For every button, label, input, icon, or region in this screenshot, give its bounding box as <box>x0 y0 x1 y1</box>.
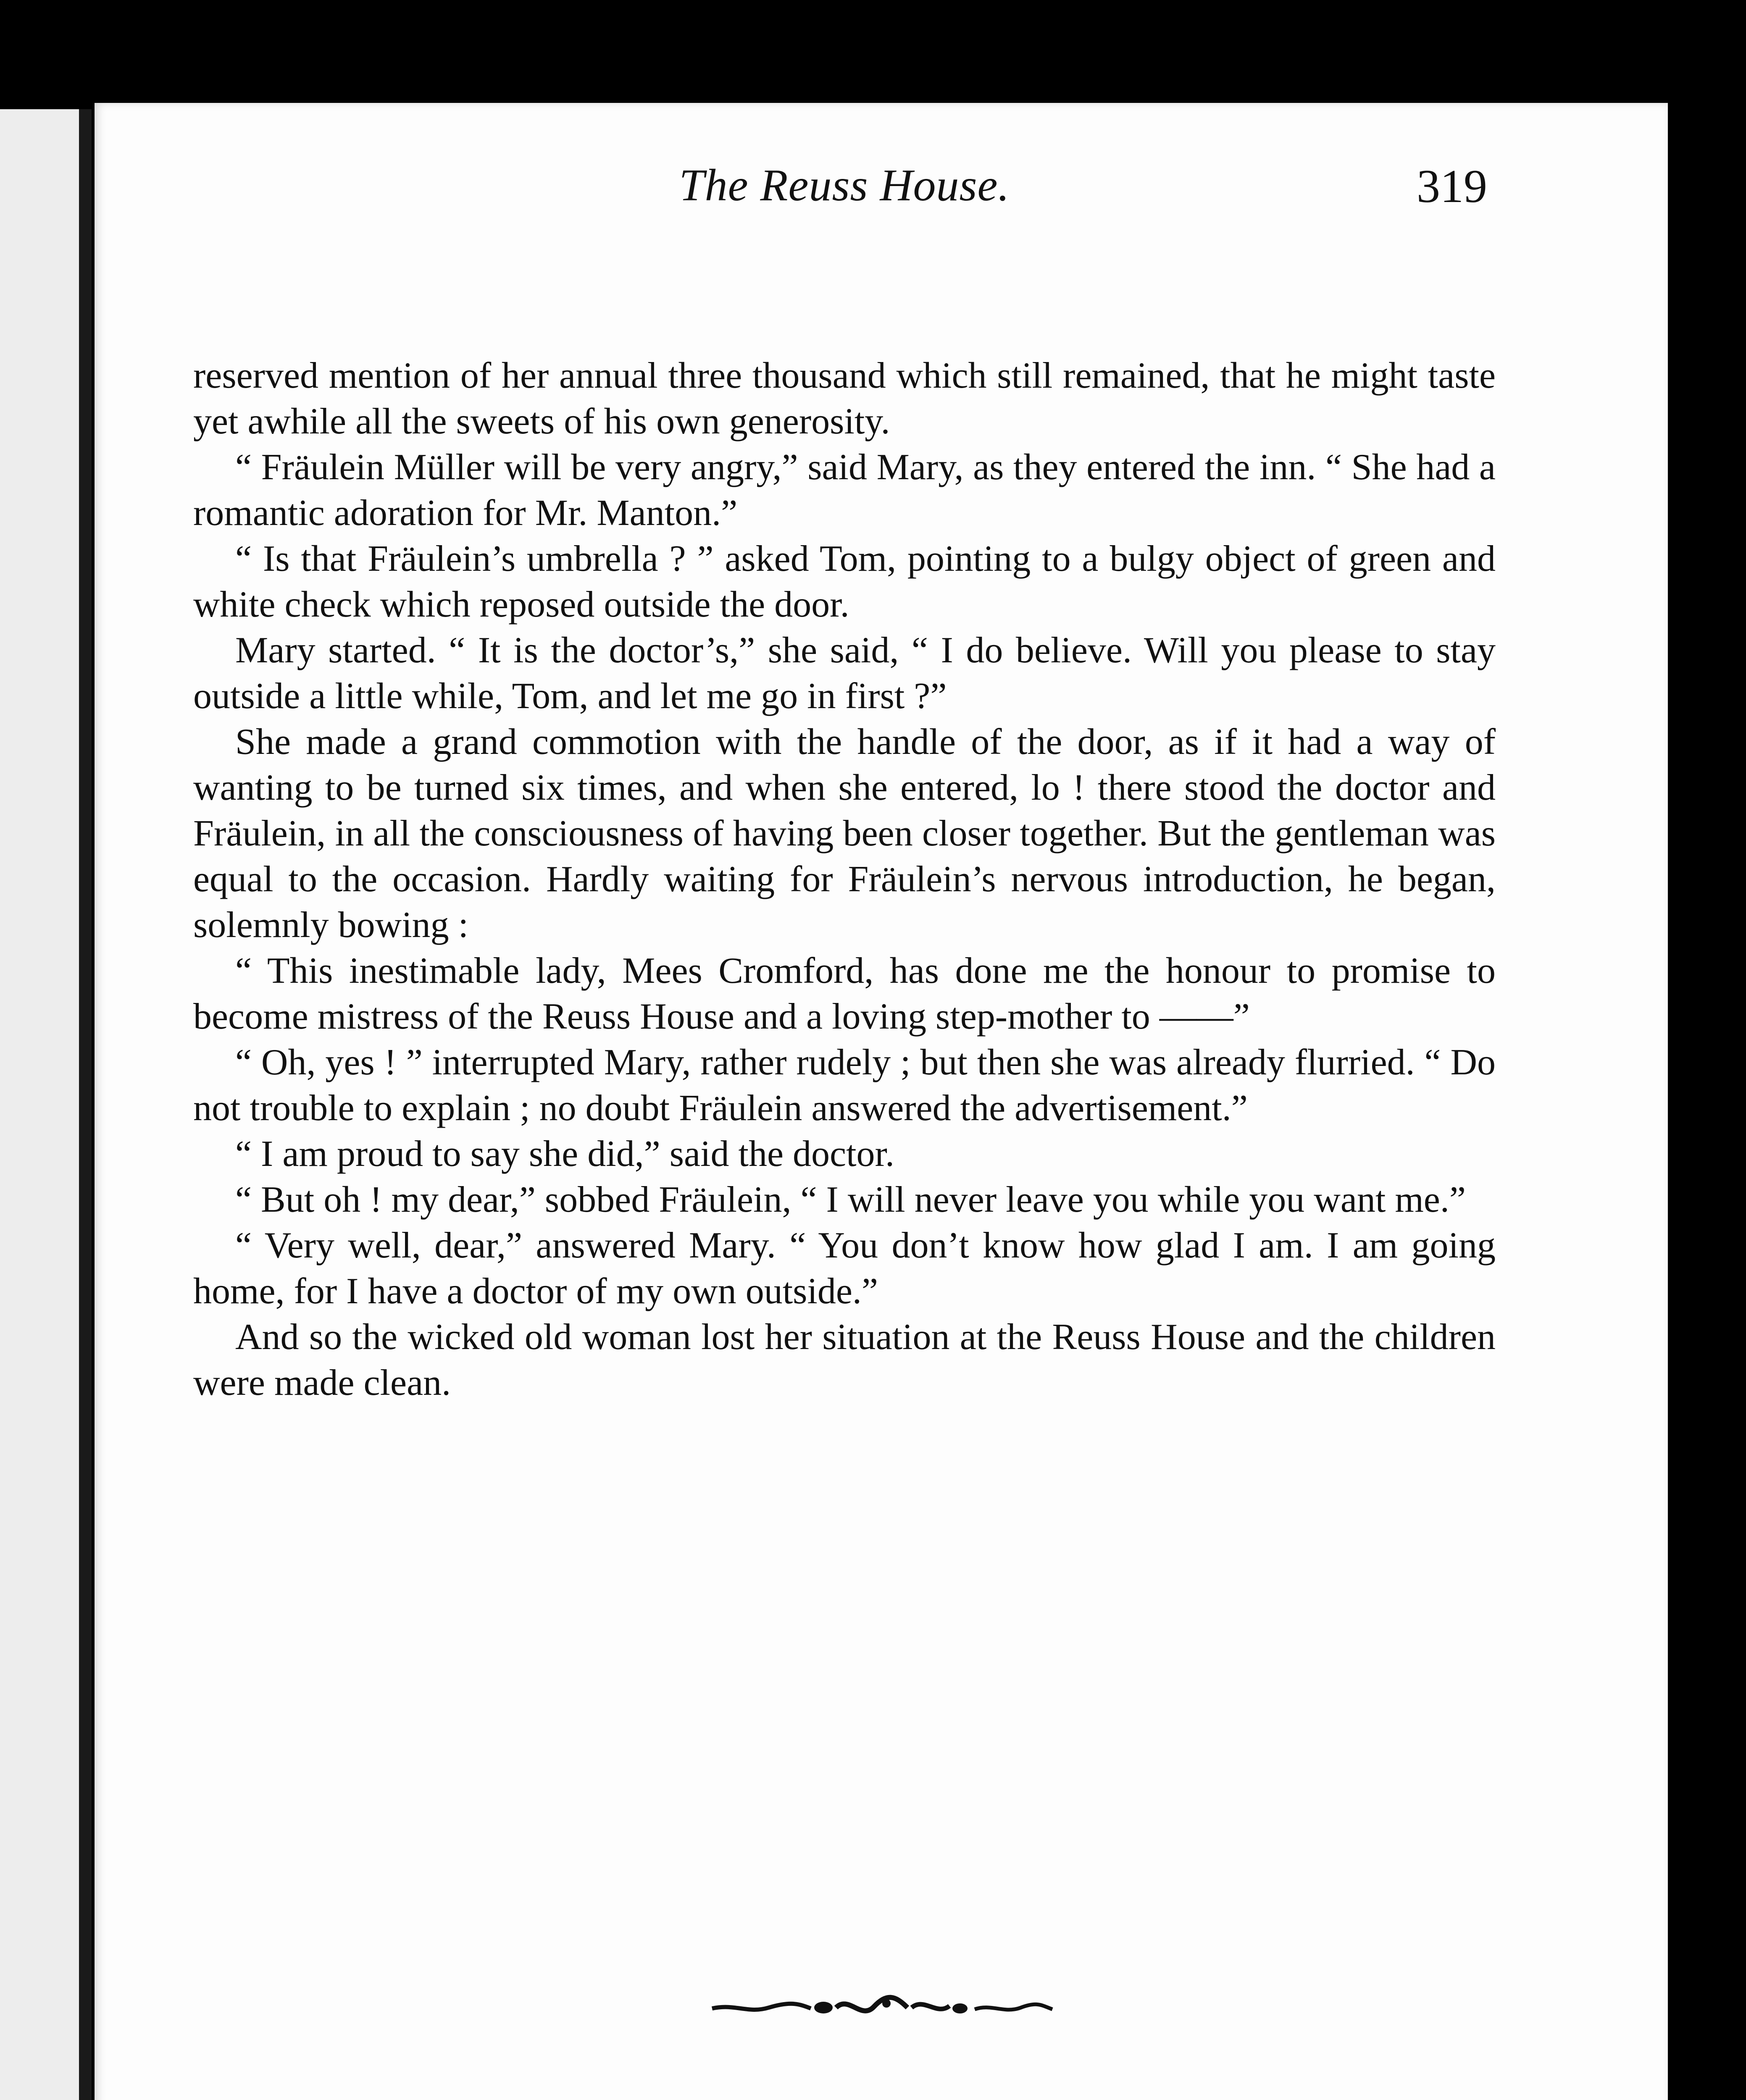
tailpiece-ornament-icon <box>710 1991 1054 2024</box>
paragraph: Mary started. “ It is the doctor’s,” she said, “ I do believe. Will you please to stay outside a little while, Tom, and let me go in first ?” <box>193 630 1496 717</box>
paragraph: And so the wicked old woman lost her situation at the Reuss House and the children were made clean. <box>193 1317 1496 1403</box>
paragraph: “ Is that Fräulein’s umbrella ? ” asked Tom, pointing to a bulgy object of green and white check which reposed outside the door. <box>193 538 1496 625</box>
paragraph: “ Fräulein Müller will be very angry,” said Mary, as they entered the inn. “ She had a romantic adoration for Mr. Manton.” <box>193 447 1496 533</box>
paragraph: “ But oh ! my dear,” sobbed Fräulein, “ I will never leave you while you want me.” <box>235 1179 1466 1220</box>
paragraph: “ Oh, yes ! ” interrupted Mary, rather rudely ; but then she was already flurried. “ Do not trouble to explain ; no doubt Fräulein answered the advertisement.” <box>193 1042 1496 1129</box>
running-title: The Reuss House. <box>679 160 1010 210</box>
paragraph: reserved mention of her annual three thousand which still remained, that he might taste yet awhile all the sweets of his own generosity. <box>193 355 1496 442</box>
body-text <box>193 353 1496 1406</box>
paragraph: “ Very well, dear,” answered Mary. “ You don’t know how glad I am. I am going home, for I have a doctor of my own outside.” <box>193 1225 1496 1312</box>
page-number: 319 <box>1417 160 1487 213</box>
book-gutter <box>79 109 92 2100</box>
previous-page-edge <box>0 109 80 2100</box>
paragraph: She made a grand commotion with the handle of the door, as if it had a way of wanting to be turned six times, and when she entered, lo ! there stood the doctor and Fräulein, in all the consciousness of having been closer together. But the gentleman was equal to the occasion. Hardly waiting for Fräulein’s nervous introduction, he began, solemnly bowing : <box>193 722 1496 945</box>
paragraph: “ I am proud to say she did,” said the doctor. <box>235 1134 894 1174</box>
paragraph: “ This inestimable lady, Mees Cromford, has done me the honour to promise to become mistress of the Reuss House and a loving step-mother to ——” <box>193 950 1496 1037</box>
page-header <box>193 160 1496 231</box>
